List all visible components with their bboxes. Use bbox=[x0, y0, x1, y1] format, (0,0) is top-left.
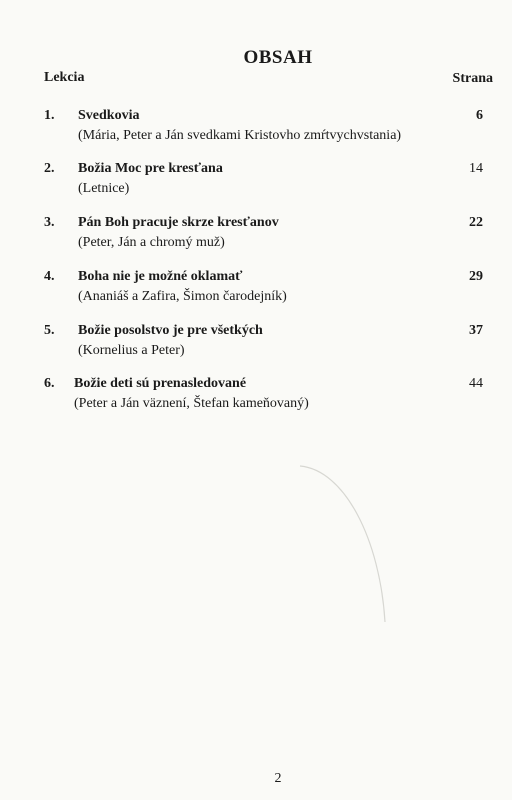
page-number: 2 bbox=[274, 771, 282, 786]
page-title: OBSAH bbox=[243, 47, 313, 68]
entry-page: 44 bbox=[469, 376, 483, 391]
entry-subtitle: (Peter a Ján väznení, Štefan kameňovaný) bbox=[74, 396, 309, 411]
entry-number: 1. bbox=[44, 108, 55, 123]
column-header-lekcia: Lekcia bbox=[44, 70, 85, 85]
entry-title: Božie posolstvo je pre všetkých bbox=[78, 323, 263, 338]
entry-title: Božie deti sú prenasledované bbox=[74, 376, 247, 391]
entry-number: 3. bbox=[44, 215, 55, 230]
entry-subtitle: (Letnice) bbox=[78, 181, 130, 196]
entry-page: 29 bbox=[469, 269, 483, 284]
entry-title: Boha nie je možné oklamať bbox=[78, 269, 243, 284]
entry-subtitle: (Mária, Peter a Ján svedkami Kristovho zmŕtvychvstania) bbox=[78, 128, 402, 143]
entry-page: 6 bbox=[476, 108, 483, 123]
entry-title: Svedkovia bbox=[78, 108, 140, 123]
entry-subtitle: (Ananiáš a Zafira, Šimon čarodejník) bbox=[78, 289, 287, 304]
entry-number: 5. bbox=[44, 323, 55, 338]
entry-number: 4. bbox=[44, 269, 55, 284]
entry-number: 2. bbox=[44, 161, 55, 176]
entry-title: Božia Moc pre kresťana bbox=[78, 161, 223, 176]
entry-number: 6. bbox=[44, 376, 55, 391]
entry-page: 22 bbox=[469, 215, 483, 230]
entry-page: 37 bbox=[469, 323, 483, 338]
column-header-strana: Strana bbox=[452, 71, 493, 86]
entry-title: Pán Boh pracuje skrze kresťanov bbox=[78, 215, 279, 230]
entry-subtitle: (Kornelius a Peter) bbox=[78, 343, 185, 358]
entry-subtitle: (Peter, Ján a chromý muž) bbox=[78, 235, 225, 250]
entry-page: 14 bbox=[469, 161, 483, 176]
